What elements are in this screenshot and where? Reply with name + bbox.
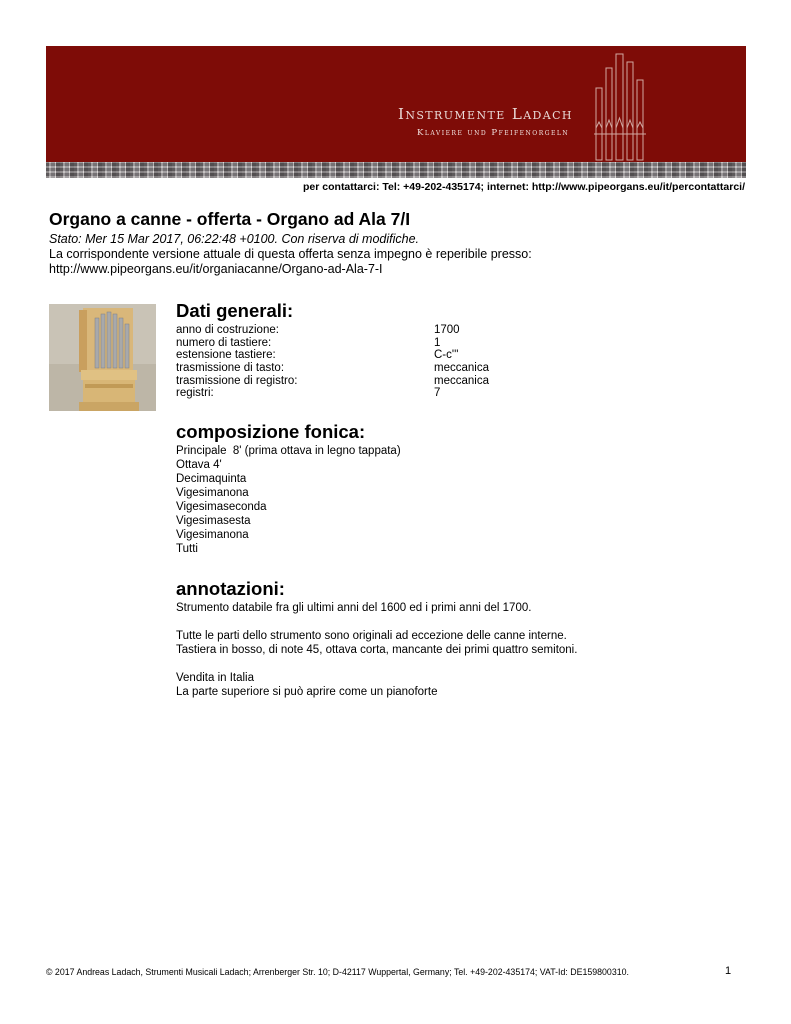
notes-line: La parte superiore si può aprire come un pianoforte: [176, 686, 438, 698]
version-note-url: http://www.pipeorgans.eu/it/organiacanne/Organo-ad-Ala-7-I: [49, 261, 383, 276]
version-note: [49, 247, 532, 276]
stoplist: [176, 444, 401, 556]
spec-value: 1700: [434, 324, 460, 336]
organ-pipes-logo: [594, 50, 654, 162]
notes-line: Strumento databile fra gli ultimi anni del 1600 ed i primi anni del 1700.: [176, 602, 532, 614]
organ-photo-image: [49, 304, 156, 411]
brand-subtitle: Klaviere und Pfeifenorgeln: [417, 128, 570, 138]
page-title: Organo a canne - offerta - Organo ad Ala 7/I: [49, 209, 411, 229]
spec-label: anno di costruzione:: [176, 324, 279, 336]
stop-item: Vigesimanona: [176, 487, 249, 499]
general-data-table: [176, 324, 576, 400]
spec-value: 1: [434, 336, 441, 349]
spec-row-manuals: [176, 337, 576, 350]
stop-item: Vigesimanona: [176, 529, 249, 541]
stop-item: Tutti: [176, 543, 198, 555]
page-number: 1: [725, 965, 732, 977]
notes-line: Tastiera in bosso, di note 45, ottava corta, mancante dei primi quattro semitoni.: [176, 644, 578, 656]
notes-line: [176, 615, 577, 629]
notes-line: Tutte le parti dello strumento sono originali ad eccezione delle canne interne.: [176, 630, 567, 642]
version-note-line: La corrispondente versione attuale di questa offerta senza impegno è reperibile presso:: [49, 247, 532, 261]
notes-line: Vendita in Italia: [176, 672, 255, 684]
spec-row-stops: [176, 387, 576, 400]
spec-row-stop-action: [176, 375, 576, 388]
general-data-heading: Dati generali:: [176, 300, 294, 321]
spec-label: registri:: [176, 387, 214, 400]
spec-row-compass: [176, 349, 576, 362]
spec-value: 7: [434, 387, 441, 400]
stoplist-heading: composizione fonica:: [176, 421, 366, 442]
spec-label: trasmissione di registro:: [176, 374, 298, 387]
header-banner: [46, 46, 746, 178]
notes-text: [176, 601, 577, 699]
stop-item: Vigesimasesta: [176, 515, 251, 527]
organ-photo: [49, 304, 156, 411]
status-line: Stato: Mer 15 Mar 2017, 06:22:48 +0100. Con riserva di modifiche.: [49, 232, 420, 246]
stop-item: Vigesimaseconda: [176, 501, 267, 513]
spec-label: numero di tastiere:: [176, 336, 272, 349]
spec-value: meccanica: [434, 362, 489, 375]
spec-row-year: [176, 324, 576, 337]
footer-copyright: © 2017 Andreas Ladach, Strumenti Musicali Ladach; Arrenberger Str. 10; D-42117 Wuppertal, Germany; Tel. +49-202-435174; VAT-Id: DE159800310.: [46, 967, 629, 977]
spec-value: meccanica: [434, 374, 489, 387]
brand-title: Instrumente Ladach: [398, 105, 573, 123]
stop-item: Principale 8' (prima ottava in legno tappata): [176, 445, 401, 457]
stop-item: Decimaquinta: [176, 473, 247, 485]
spec-label: estensione tastiere:: [176, 349, 276, 362]
notes-line: [176, 657, 577, 671]
spec-label: trasmissione di tasto:: [176, 362, 285, 375]
notes-heading: annotazioni:: [176, 578, 285, 599]
stop-item: Ottava 4': [176, 459, 222, 471]
spec-value: C-c''': [434, 349, 459, 362]
contact-line: per contattarci: Tel: +49-202-435174; internet: http://www.pipeorgans.eu/it/percontattarci/: [303, 181, 745, 193]
spec-row-key-action: [176, 362, 576, 375]
banner-texture-strip: [46, 162, 746, 178]
